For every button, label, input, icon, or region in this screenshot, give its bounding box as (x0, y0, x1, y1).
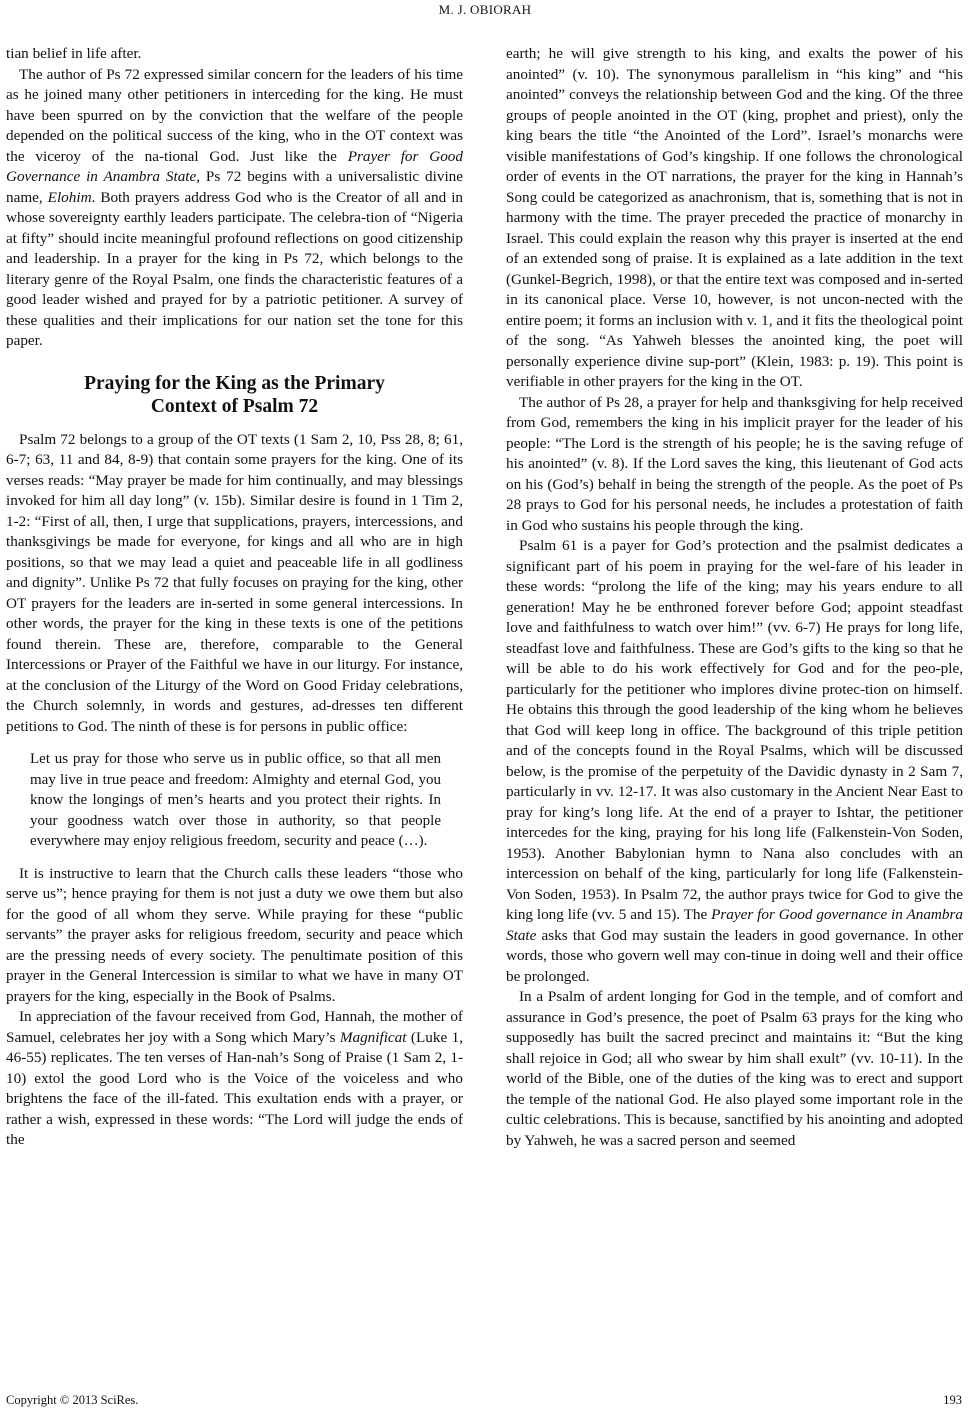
block-quote: Let us pray for those who serve us in public office, so that all men may live in true peace and freedom: Almighty and eternal God, you know the longings of men’s hearts and you protect their rights. In your goodness watch over those in authority, so that people everywhere may enjoy religious freedom, security and peace (…). (30, 751, 441, 849)
copyright-notice: Copyright © 2013 SciRes. (6, 1393, 139, 1407)
page-number: 193 (943, 1393, 962, 1407)
right-column (506, 44, 963, 1151)
left-column (6, 44, 463, 1151)
paragraph: In a Psalm of ardent longing for God in the temple, and of comfort and assurance in God’s presence, the poet of Psalm 63 prays for the king who supposedly has built the sacred precinct and maintains it: “But the king shall rejoice in God; all who swear by him shall exult” (vv. 10-11). In the world of the Bible, one of the duties of the king was to erect and support the temple of the national God. He also played some important role in the cultic celebrations. This is because, sanctified by his anointing and adopted by Yahweh, he was a sacred person and seemed (506, 988, 963, 1149)
paragraph: The author of Ps 72 expressed similar concern for the leaders of his time as he joined many other petitioners in interceding for the king. He must have been spurred on by the conviction that the welfare of the people depended on the political success of the king, who in the OT context was the viceroy of the na-tional God. Just like the Prayer for Good Governance in Anambra State, Ps 72 begins with a universalistic divine name, Elohim. Both prayers address God who is the Creator of all and in whose sovereignty earthly leaders participate. The celebra-tion of “Nigeria at fifty” should incite meaningful profound reflections on good citizenship and leadership. In a prayer for the king in Ps 72, which belongs to the literary genre of the Royal Psalm, one finds the characteristic features of a good leader wished and prayed for by a patriotic petitioner. A survey of these qualities and their implications for our nation set the tone for this paper. (6, 65, 464, 349)
paragraph: In appreciation of the favour received from God, Hannah, the mother of Samuel, celebrates her joy with a Song which Mary’s Magnificat (Luke 1, 46-55) replicates. The ten verses of Han-nah’s Song of Praise (1 Sam 2, 1-10) extol the good Lord who is the Voice of the voiceless and who brightens the face of the ill-fated. This exultation ends with a prayer, or rather a wish, expressed in these words: “The Lord will judge the ends of the (6, 1008, 464, 1148)
paragraph-continuation: earth; he will give strength to his king, and exalts the power of his anointed” (v. 10). The synonymous parallelism in “his king” and “his anointed” conveys the relationship between God and the king. Of the three groups of people anointed in the OT (king, prophet and priest), only the king bears the title “the Anointed of the Lord”. Israel’s monarchs were visible manifestations of God’s kingship. If one follows the chronological order of events in the OT narrations, the prayer for the king in Hannah’s Song could be categorized as anachronism, that is, something that is not in harmony with the time. The prayer preceded the practice of monarchy in Israel. This could explain the reason why this prayer is inserted at the end of an extended song of praise. It is explained as a late addition in the text (Gunkel-Begrich, 1998), or that the entire text was composed and in-serted in its canonical place. Verse 10, however, is not uncon-nected with the entire poem; it forms an inclusion with v. 1, and it fits the theological point of the song. “As Yahweh blesses the anointed king, the poet will personally experience divine sup-port” (Klein, 1983: p. 19). This point is verifiable in other prayers for the king in the OT. (506, 45, 963, 390)
paragraph: The author of Ps 28, a prayer for help and thanksgiving for help received from God, remembers the king in his implicit prayer for the leader of his people: “The Lord is the strength of his people; he is the saving refuge of his anointed” (v. 8). If the Lord saves the king, this lieutenant of God acts on his (God’s) behalf in being the strength of the people. As the poet of Ps 28 prays to God for his personal needs, he includes a protestation of faith in God who sustains his people through the king. (506, 393, 963, 534)
paragraph: Psalm 61 is a payer for God’s protection and the psalmist dedicates a significant part of his poem in praying for the wel-fare of his leader in these words: “prolong the life of the king; may his years endure to all generation! May he be enthroned forever before God; appoint steadfast love and faithfulness to watch over him!” (vv. 6-7) He prays for long life, steadfast love and faithfulness. These are God’s gifts to the king so that he will be able to do his work effectively for God and for the peo-ple, particularly for the petitioner who implores divine protec-tion on himself. He obtains this through the good leadership of the king whom he believes that God will keep long in office. The background of this triple petition and of the concepts found in the Royal Psalms, which will be discussed below, is the promise of the perpetuity of the Davidic dynasty in 2 Sam 7, particularly in vv. 12-17. It was also customary in the Ancient Near East to pray for king’s long life. At the end of a prayer to Ishtar, the petitioner intercedes for the king, praying for his long life (Falkenstein-Von Soden, 1953). Another Babylonian hymn to Nana also concludes with an intercession on behalf of the king, particularly for long life (Falkenstein-Von Soden, 1953). In Psalm 72, the author prays twice for God to give the king long life (vv. 5 and 15). The Prayer for Good governance in Anambra State asks that God may sustain the leaders in good governance. In other words, those who govern well may con-tinue in doing well and their office be prolonged. (506, 537, 963, 985)
running-head: M. J. OBIORAH (438, 2, 532, 17)
paragraph: It is instructive to learn that the Church calls these leaders “those who serve us”; hence praying for them is not just a duty we owe them but also for the good of all whom they serve. While praying for these “public servants” the prayer asks for religious freedom, security and peace which are the pressing needs of every society. The penultimate position of this prayer in the General Intercession is similar to what we have in many OT prayers for the king, especially in the Book of Psalms. (6, 864, 463, 1005)
paragraph: Psalm 72 belongs to a group of the OT texts (1 Sam 2, 10, Pss 28, 8; 61, 6-7; 63, 11 and 84, 8-9) that contain some prayers for the king. One of its verses reads: “May prayer be made for him continually, and may blessings invoked for him all day long” (v. 15b). Similar desire is found in 1 Tim 2, 1-2: “First of all, then, I urge that supplications, prayers, intercessions, and thanksgivings be made for everyone, for kings and all who are in high positions, so that we may lead a quiet and peaceable life in all godliness and dignity”. Unlike Ps 72 that fully focuses on praying for the king, other OT prayers for the leaders are in-serted in some general intercessions. In other words, the prayer for the king in these texts is one of the petitions found therein. These are, therefore, comparable to the General Intercessions or Prayer of the Faithful we have in our liturgy. For instance, at the conclusion of the Liturgy of the Word on Good Friday celebrations, the Church solemnly, in words and gestures, ad-dresses ten different petitions to God. The ninth of these is for persons in public office: (6, 430, 463, 735)
paragraph-continuation: tian belief in life after. (6, 45, 142, 62)
section-heading: Praying for the King as the Primary Context of Psalm 72 (84, 372, 385, 417)
